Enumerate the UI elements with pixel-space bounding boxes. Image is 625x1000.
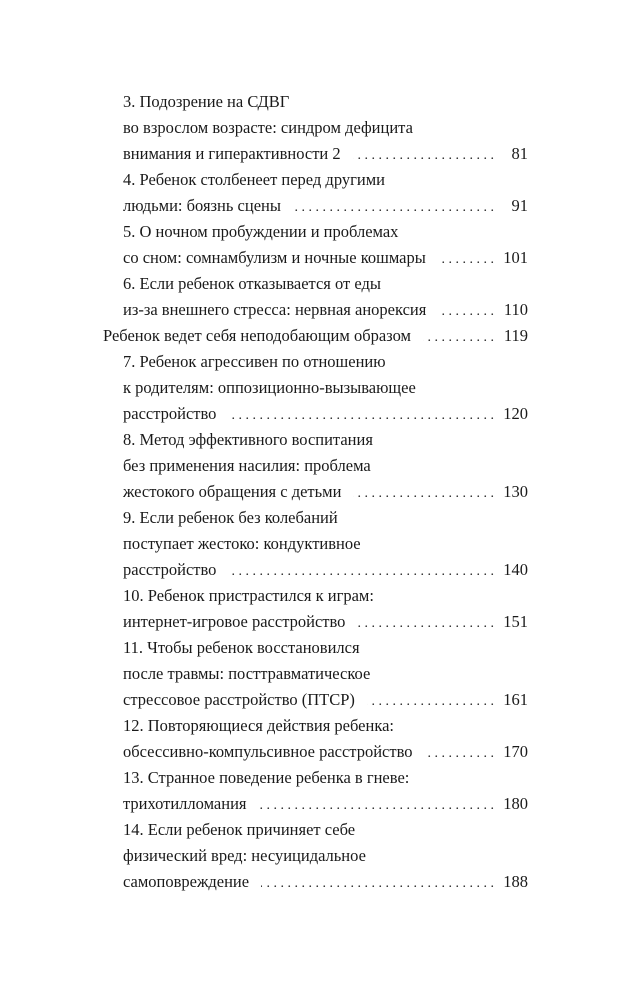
- toc-entry-text: без применения насилия: проблема: [123, 456, 371, 475]
- toc-entry-text: 3. Подозрение на СДВГ: [123, 92, 290, 111]
- toc-entry-text: 12. Повторяющиеся действия ребенка:: [123, 716, 395, 735]
- table-of-contents: [103, 89, 528, 895]
- toc-entry-final-line: [103, 245, 528, 271]
- toc-entry-line: [103, 271, 528, 297]
- toc-entry-line: [103, 375, 528, 401]
- toc-page-number: 101: [503, 248, 528, 267]
- toc-entry-text: 9. Если ребенок без колебаний: [123, 508, 338, 527]
- dot-leader: [353, 481, 494, 507]
- toc-page-number: 120: [503, 404, 528, 423]
- toc-entry-final-line: [103, 739, 528, 765]
- toc-entry-text: физический вред: несуицидальное: [123, 846, 366, 865]
- toc-entry-line: [103, 713, 528, 739]
- toc-entry-text: стрессовое расстройство (ПТСР): [123, 690, 355, 709]
- toc-entry-text: трихотилломания: [123, 794, 247, 813]
- dot-leader: [425, 741, 494, 767]
- dot-leader: [228, 559, 494, 585]
- toc-entry-text: 13. Странное поведение ребенка в гневе:: [123, 768, 410, 787]
- toc-entry-text: жестокого обращения с детьми: [123, 482, 342, 501]
- toc-entry-final-line: [103, 687, 528, 713]
- toc-entry-final-line: [103, 297, 528, 323]
- toc-entry-text: самоповреждение: [123, 872, 250, 891]
- toc-entry-text: людьми: боязнь сцены: [123, 196, 281, 215]
- toc-entry-text: обсессивно-компульсивное расстройство: [123, 742, 413, 761]
- toc-entry-text: 7. Ребенок агрессивен по отношению: [123, 352, 386, 371]
- toc-entry-line: [103, 505, 528, 531]
- toc-entry-line: [103, 115, 528, 141]
- toc-entry-text: расстройство: [123, 560, 217, 579]
- toc-entry-text: расстройство: [123, 404, 217, 423]
- toc-entry-line: [103, 453, 528, 479]
- dot-leader: [438, 247, 494, 273]
- toc-entry-final-line: [103, 609, 528, 635]
- toc-entry-text: 5. О ночном пробуждении и проблемах: [123, 222, 399, 241]
- toc-entry-line: [103, 843, 528, 869]
- toc-entry-line: [103, 427, 528, 453]
- toc-entry-text: к родителям: оппозиционно-вызывающее: [123, 378, 416, 397]
- dot-leader: [367, 689, 494, 715]
- toc-entry-text: 6. Если ребенок отказывается от еды: [123, 274, 381, 293]
- dot-leader: [293, 195, 494, 221]
- toc-entry-line: [103, 765, 528, 791]
- toc-page-number: 188: [503, 872, 528, 891]
- toc-entry-text: 4. Ребенок столбенеет перед другими: [123, 170, 385, 189]
- toc-page-number: 180: [503, 794, 528, 813]
- toc-entry-text: внимания и гиперактивности 2: [123, 144, 341, 163]
- toc-entry-line: [103, 817, 528, 843]
- toc-page-number: 81: [511, 144, 528, 163]
- toc-page-number: 140: [503, 560, 528, 579]
- toc-entry-text: из-за внешнего стресса: нервная анорексия: [123, 300, 427, 319]
- dot-leader: [259, 793, 495, 819]
- toc-entry-line: [103, 531, 528, 557]
- dot-leader: [438, 299, 494, 325]
- toc-entry-line: [103, 583, 528, 609]
- toc-entry-line: [103, 349, 528, 375]
- toc-entry-line: [103, 219, 528, 245]
- dot-leader: [353, 143, 494, 169]
- toc-entry-text: 14. Если ребенок причиняет себе: [123, 820, 356, 839]
- toc-entry-text: после травмы: посттравматическое: [123, 664, 371, 683]
- toc-entry-final-line: [103, 401, 528, 427]
- toc-page-number: 170: [503, 742, 528, 761]
- toc-entry-final-line: [103, 323, 528, 349]
- dot-leader: [228, 403, 494, 429]
- toc-entry-final-line: [103, 141, 528, 167]
- toc-entry-text: поступает жестоко: кондуктивное: [123, 534, 361, 553]
- dot-leader: [261, 871, 494, 897]
- toc-entry-text: 11. Чтобы ребенок восстановился: [123, 638, 360, 657]
- toc-entry-text: 10. Ребенок пристрастился к играм:: [123, 586, 374, 605]
- toc-entry-final-line: [103, 869, 528, 895]
- toc-entry-line: [103, 89, 528, 115]
- toc-entry-text: во взрослом возрасте: синдром дефицита: [123, 118, 413, 137]
- toc-entry-final-line: [103, 791, 528, 817]
- toc-page-number: 130: [503, 482, 528, 501]
- toc-entry-final-line: [103, 193, 528, 219]
- toc-entry-line: [103, 635, 528, 661]
- toc-entry-text: 8. Метод эффективного воспитания: [123, 430, 373, 449]
- dot-leader: [357, 611, 494, 637]
- toc-entry-final-line: [103, 479, 528, 505]
- toc-page-number: 119: [503, 326, 528, 345]
- toc-page-number: 110: [503, 300, 528, 319]
- toc-entry-final-line: [103, 557, 528, 583]
- toc-page-number: 161: [503, 690, 528, 709]
- toc-entry-text: Ребенок ведет себя неподобающим образом: [103, 326, 411, 345]
- toc-page-number: 151: [503, 612, 528, 631]
- toc-entry-line: [103, 167, 528, 193]
- toc-page-number: 91: [511, 196, 528, 215]
- dot-leader: [423, 325, 494, 351]
- toc-entry-text: интернет-игровое расстройство: [123, 612, 346, 631]
- toc-entry-text: со сном: сомнамбулизм и ночные кошмары: [123, 248, 426, 267]
- toc-entry-line: [103, 661, 528, 687]
